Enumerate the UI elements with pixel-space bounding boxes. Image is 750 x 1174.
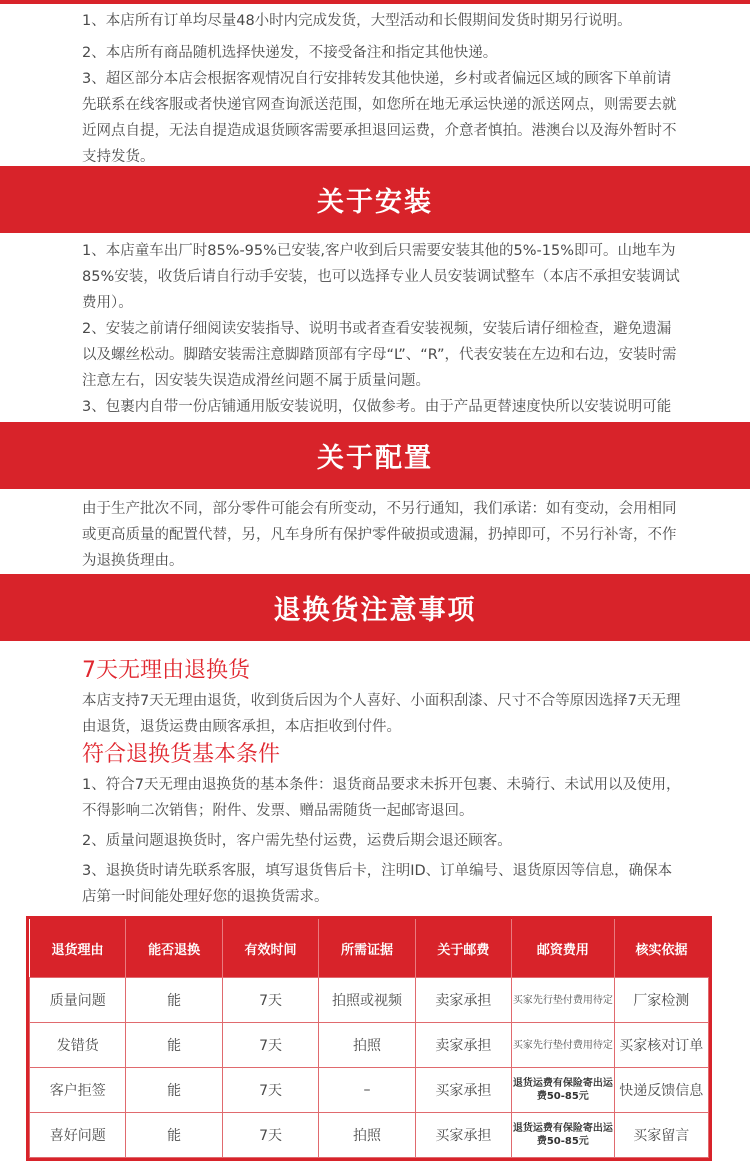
install-point-3: 3、包裹内自带一份店铺通用版安装说明，仅做参考。由于产品更替速度快所以安装说明可能 <box>82 399 672 415</box>
header-postage: 关于邮费 <box>415 919 511 978</box>
cell-postage-cost: 买家先行垫付费用待定 <box>512 1023 614 1068</box>
install-section-title: 关于安装 <box>317 187 433 218</box>
install-point-1: 1、本店童车出厂时85%-95%已安装,客户收到后只需要安装其他的5%-15%即可。山地车为85%安装，收货后请自行动手安装，也可以选择专业人员安装调试整车（本店不承担安装调试费用）。 <box>82 243 680 311</box>
cell-returnable: 能 <box>126 1023 222 1068</box>
cell-postage-cost: 买家先行垫付费用待定 <box>512 978 614 1023</box>
cell-evidence: 拍照或视频 <box>319 978 415 1023</box>
cell-postage: 买家承担 <box>415 1113 511 1158</box>
table-row <box>30 978 709 1023</box>
shipping-point-2: 2、本店所有商品随机选择快递发，不接受备注和指定其他快递。 <box>82 45 498 61</box>
table-row <box>30 1113 709 1158</box>
returns-section-title: 退换货注意事项 <box>273 595 477 626</box>
header-evidence: 所需证据 <box>319 919 415 978</box>
cell-postage: 买家承担 <box>415 1068 511 1113</box>
returns-7day-paragraph: 本店支持7天无理由退货，收到货后因为个人喜好、小面积刮漆、尺寸不合等原因选择7天无理由退货，退货运费由顾客承担，本店拒收到付件。 <box>82 693 681 735</box>
config-paragraph: 由于生产批次不同，部分零件可能会有所变动，不另行通知，我们承诺：如有变动，会用相同或更高质量的配置代替，另，凡车身所有保护零件破损或遗漏，扔掉即可，不另行补寄，不作为退换货理由。 <box>82 501 677 569</box>
cell-period: 7天 <box>222 978 318 1023</box>
returns-condition-3: 3、退换货时请先联系客服，填写退货售后卡，注明ID、订单编号、退货原因等信息，确保本店第一时间能处理好您的退换货需求。 <box>82 863 673 905</box>
table-row <box>30 1023 709 1068</box>
cell-period: 7天 <box>222 1068 318 1113</box>
returns-condition-2: 2、质量问题退换货时，客户需先垫付运费，运费后期会退还顾客。 <box>82 833 512 849</box>
cell-evidence: 拍照 <box>319 1113 415 1158</box>
cell-verification: 快递反馈信息 <box>614 1068 708 1113</box>
returns-subheading-7day: 7天无理由退换货 <box>82 658 250 683</box>
cell-reason: 客户拒签 <box>30 1068 126 1113</box>
cell-evidence: – <box>319 1068 415 1113</box>
returns-condition-1: 1、符合7天无理由退换货的基本条件：退货商品要求未拆开包裹、未骑行、未试用以及使用，不得影响二次销售；附件、发票、赠品需随货一起邮寄退回。 <box>82 777 681 819</box>
cell-period: 7天 <box>222 1113 318 1158</box>
cell-postage-cost: 退货运费有保险寄出运费50-85元 <box>512 1113 614 1158</box>
shipping-point-3: 3、超区部分本店会根据客观情况自行安排转发其他快递，乡村或者偏远区域的顾客下单前请先联系在线客服或者快递官网查询派送范围，如您所在地无承运快递的派送网点，则需要去就近网点自提，无法自提造成退货顾客需要承担退回运费，介意者慎拍。港澳台以及海外暂时不支持发货。 <box>82 71 677 165</box>
header-reason: 退货理由 <box>30 919 126 978</box>
returns-section-banner <box>0 574 750 641</box>
cell-verification: 买家核对订单 <box>614 1023 708 1068</box>
install-point-2: 2、安装之前请仔细阅读安装指导、说明书或者查看安装视频，安装后请仔细检查，避免遗漏以及螺丝松动。脚踏安装需注意脚踏顶部有字母“L”、“R”，代表安装在左边和右边，安装时需注意左右，因安装失误造成滑丝问题不属于质量问题。 <box>82 321 677 389</box>
cell-returnable: 能 <box>126 1113 222 1158</box>
cell-verification: 厂家检测 <box>614 978 708 1023</box>
cell-period: 7天 <box>222 1023 318 1068</box>
cell-postage-cost: 退货运费有保险寄出运费50-85元 <box>512 1068 614 1113</box>
cell-returnable: 能 <box>126 978 222 1023</box>
cell-reason: 发错货 <box>30 1023 126 1068</box>
config-section-title: 关于配置 <box>317 443 433 474</box>
header-postage-cost: 邮资费用 <box>512 919 614 978</box>
table-row <box>30 1068 709 1113</box>
cell-verification: 买家留言 <box>614 1113 708 1158</box>
shipping-point-1: 1、本店所有订单均尽量48小时内完成发货，大型活动和长假期间发货时期另行说明。 <box>82 13 632 29</box>
cell-evidence: 拍照 <box>319 1023 415 1068</box>
cell-reason: 喜好问题 <box>30 1113 126 1158</box>
header-verification: 核实依据 <box>614 919 708 978</box>
table-header-row <box>30 919 709 978</box>
cell-postage: 卖家承担 <box>415 1023 511 1068</box>
returns-subheading-conditions: 符合退换货基本条件 <box>82 742 281 767</box>
header-valid-period: 有效时间 <box>222 919 318 978</box>
cell-returnable: 能 <box>126 1068 222 1113</box>
header-returnable: 能否退换 <box>126 919 222 978</box>
top-accent-line <box>0 0 750 4</box>
cell-reason: 质量问题 <box>30 978 126 1023</box>
returns-policy-table <box>26 916 712 1161</box>
config-section-banner <box>0 422 750 489</box>
cell-postage: 卖家承担 <box>415 978 511 1023</box>
install-section-banner <box>0 166 750 233</box>
